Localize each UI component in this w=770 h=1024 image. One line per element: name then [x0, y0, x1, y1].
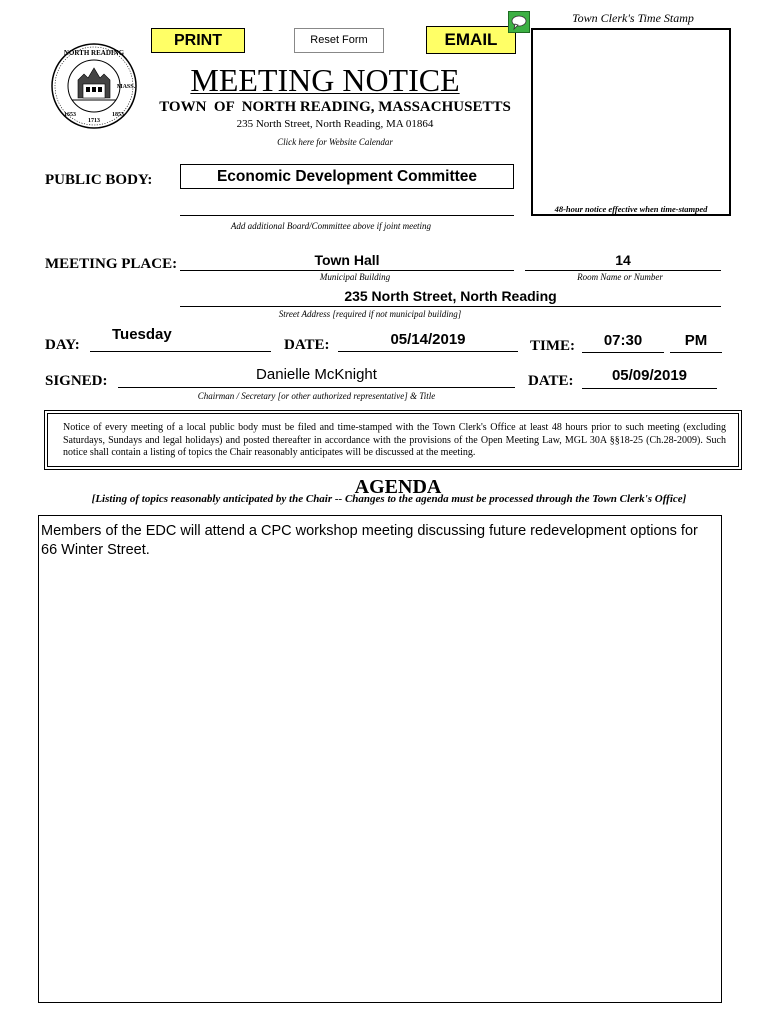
day-field[interactable]: Tuesday [90, 326, 271, 352]
seal-top-text: NORTH READING [63, 49, 125, 57]
additional-body-field[interactable] [180, 198, 514, 216]
public-body-label: PUBLIC BODY: [45, 172, 153, 188]
print-button[interactable]: PRINT [151, 28, 245, 53]
building-caption: Municipal Building [319, 272, 391, 282]
street-address-field[interactable]: 235 North Street, North Reading [180, 288, 721, 307]
date-label: DATE: [284, 337, 330, 353]
website-calendar-link[interactable]: Click here for Website Calendar [277, 137, 393, 147]
time-stamp-label: Town Clerk's Time Stamp [572, 11, 694, 25]
notice-box [44, 410, 742, 470]
additional-body-caption: Add additional Board/Committee above if joint meeting [230, 221, 432, 231]
reset-form-button[interactable]: Reset Form [294, 28, 384, 53]
time-stamp-box [531, 28, 731, 216]
town-seal [50, 42, 138, 130]
notice-text: Notice of every meeting of a local public body must be filed and time-stamped with the Town Clerk's Office at least 48 hours prior to such meeting (excluding Saturdays, Sundays and legal holidays) and posted thereafter in accordance with the provisions of the Open Meeting Law, MGL 30A §§18-25 (Ch.28-2009). Such notice shall contain a listing of topics the Chair reasonably anticipates will be discussed at the meeting. [63, 422, 726, 458]
day-label: DAY: [45, 337, 80, 353]
signed-caption: Chairman / Secretary [or other authorized representative] & Title [197, 391, 436, 401]
signed-date-field[interactable]: 05/09/2019 [582, 367, 717, 389]
time-stamp-note: 48-hour notice effective when time-stamped [554, 204, 708, 214]
seal-left-year: 1653 [64, 112, 76, 118]
agenda-text: Members of the EDC will attend a CPC workshop meeting discussing future redevelopment options for 66 Winter Street. [41, 523, 698, 558]
seal-side-text: MASS. [116, 84, 136, 90]
meeting-place-label: MEETING PLACE: [45, 256, 178, 272]
ampm-field[interactable]: PM [670, 332, 722, 353]
town-name: TOWN OF NORTH READING, MASSACHUSETTS [159, 99, 511, 115]
signed-label: SIGNED: [45, 373, 108, 389]
agenda-subheading: [Listing of topics reasonably anticipated by the Chair -- Changes to the agenda must be processed through the Town Clerk's Office] [91, 493, 687, 505]
town-address: 235 North Street, North Reading, MA 01864 [236, 118, 434, 130]
comment-icon[interactable] [508, 11, 530, 33]
building-field[interactable]: Town Hall [180, 252, 514, 271]
street-address-caption: Street Address [required if not municipal building] [278, 309, 462, 319]
signed-date-label: DATE: [528, 373, 574, 389]
seal-year: 1713 [88, 118, 100, 124]
agenda-heading: AGENDA [354, 476, 442, 498]
time-label: TIME: [530, 338, 575, 354]
public-body-field[interactable]: Economic Development Committee [180, 164, 514, 189]
time-field[interactable]: 07:30 [582, 332, 664, 353]
page-title: MEETING NOTICE [190, 62, 460, 98]
agenda-text-area[interactable] [38, 515, 722, 1003]
seal-right-year: 1853 [112, 112, 124, 118]
room-field[interactable]: 14 [525, 252, 721, 271]
email-button[interactable]: EMAIL [426, 26, 516, 54]
signed-name-field[interactable]: Danielle McKnight [118, 366, 515, 388]
meeting-date-field[interactable]: 05/14/2019 [338, 331, 518, 352]
room-caption: Room Name or Number [577, 272, 663, 282]
